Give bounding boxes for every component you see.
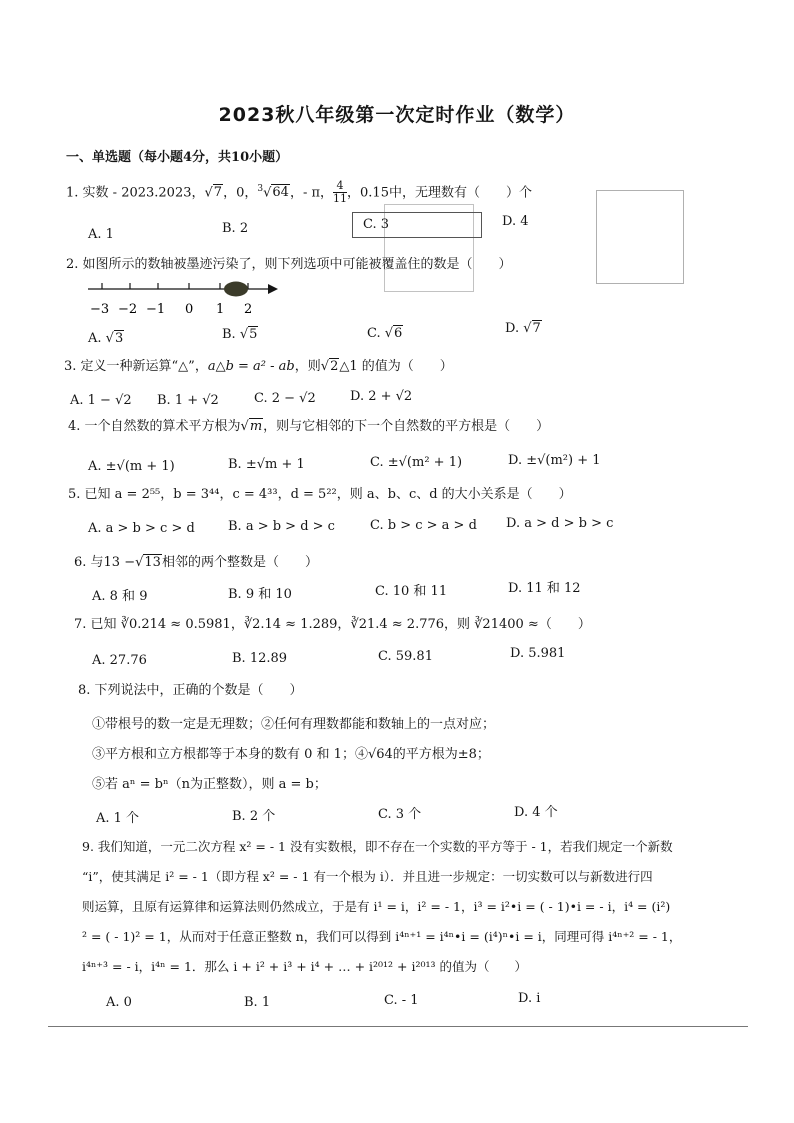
option-c: C. - 1 (384, 993, 419, 1008)
statement-line-3: ⑤若 aⁿ = bⁿ（n为正整数），则 a = b； (92, 777, 327, 792)
option-a: A. 1 (88, 227, 114, 242)
option-a: A. 0 (106, 995, 132, 1010)
question-1: 1. 实数 - 2023.2023，√7，0，$^3$√64，- π， $\frac{4}{11}$ ，0.15中，无理数有（ ）个 (66, 179, 532, 206)
option-b: B. 9 和 10 (228, 587, 292, 602)
ink-blot (224, 282, 248, 297)
option-d: D. 2 + √2 (350, 389, 413, 404)
option-d: D. 4 个 (514, 805, 558, 820)
question-7: 7. 已知 ∛0.214 ≈ 0.5981，∛2.14 ≈ 1.289，∛21.4 ≈ 2.776，则 ∛21400 ≈（ ） (74, 617, 591, 632)
option-b: B. 1 (244, 995, 271, 1010)
question-9-line-5: i⁴ⁿ⁺³ = - i，i⁴ⁿ = 1．那么 i + i² + i³ + i⁴ + … + i²⁰¹² + i²⁰¹³ 的值为（ ） (82, 959, 528, 974)
question-3: 3. 定义一种新运算“△”，a△b = a² - ab，则√2△1 的值为（ ） (64, 359, 453, 374)
question-9-line-4: ² = ( - 1)² = 1，从而对于任意正整数 n，我们可以得到 i⁴ⁿ⁺¹ = i⁴ⁿ•i = (i⁴)ⁿ•i = i，同理可得 i⁴ⁿ⁺² = - 1， (82, 929, 682, 944)
option-a: A. √3 (88, 331, 124, 346)
option-b: B. 2 个 (232, 809, 276, 824)
option-d: D. 4 (502, 214, 529, 229)
tick-label: −1 (146, 302, 166, 317)
bleed-through-box-right (596, 190, 684, 284)
question-9-line-3: 则运算，且原有运算律和运算法则仍然成立，于是有 i¹ = i，i² = - 1，i³ = i²•i = ( - 1)•i = - i，i⁴ = (i²) (82, 899, 671, 914)
option-a: A. ±√(m + 1) (88, 459, 175, 474)
option-d: D. ±√(m²) + 1 (508, 453, 601, 468)
fraction: $\frac{4}{11}$ (333, 179, 348, 206)
question-2: 2. 如图所示的数轴被墨迹污染了，则下列选项中可能被覆盖住的数是（ ） (66, 257, 512, 272)
tick-label: 1 (216, 302, 225, 317)
option-a: A. 1 − √2 (70, 393, 132, 408)
option-c: C. 3 (363, 217, 390, 232)
question-5: 5. 已知 a = 2⁵⁵，b = 3⁴⁴，c = 4³³，d = 5²²，则 a、b、c、d 的大小关系是（ ） (68, 487, 572, 502)
option-a: A. 27.76 (92, 653, 147, 668)
option-b: B. a > b > d > c (228, 519, 335, 534)
option-c: C. 10 和 11 (375, 584, 448, 599)
question-8: 8. 下列说法中，正确的个数是（ ） (78, 683, 303, 698)
option-c: C. 59.81 (378, 649, 433, 664)
page-title: 2023秋八年级第一次定时作业（数学） (218, 104, 576, 126)
option-d: D. √7 (505, 321, 541, 336)
option-b: B. 1 + √2 (157, 393, 219, 408)
page-bottom-rule (48, 1026, 748, 1027)
statement-line-1: ①带根号的数一定是无理数；②任何有理数都能和数轴上的一点对应； (92, 717, 496, 732)
option-a: A. 8 和 9 (92, 589, 148, 604)
option-c-box (352, 212, 482, 238)
question-4: 4. 一个自然数的算术平方根为√m，则与它相邻的下一个自然数的平方根是（ ） (68, 419, 550, 434)
tick-label: 0 (185, 302, 194, 317)
tick-label: −2 (118, 302, 138, 317)
option-c: C. 2 − √2 (254, 391, 316, 406)
question-6: 6. 与13 −√13相邻的两个整数是（ ） (74, 555, 318, 570)
option-c: C. 3 个 (378, 807, 422, 822)
option-d: D. i (518, 991, 541, 1006)
question-9-line-1: 9. 我们知道，一元二次方程 x² = - 1 没有实数根，即不存在一个实数的平方等于 - 1，若我们规定一个新数 (82, 839, 673, 854)
option-b: B. √5 (222, 327, 258, 342)
option-a: A. 1 个 (96, 811, 140, 826)
option-a: A. a > b > c > d (88, 521, 195, 536)
question-9-line-2: “i”，使其满足 i² = - 1（即方程 x² = - 1 有一个根为 i）．并且进一步规定：一切实数可以与新数进行四 (82, 869, 653, 884)
option-b: B. ±√m + 1 (228, 457, 305, 472)
option-b: B. 12.89 (232, 651, 288, 666)
option-c: C. ±√(m² + 1) (370, 455, 463, 470)
option-d: D. 5.981 (510, 646, 566, 661)
option-d: D. a > d > b > c (506, 516, 614, 531)
tick-label: 2 (244, 302, 253, 317)
option-c: C. b > c > a > d (370, 518, 477, 533)
option-d: D. 11 和 12 (508, 581, 581, 596)
tick-label: −3 (90, 302, 110, 317)
section-heading: 一、单选题（每小题4分，共10小题） (66, 150, 289, 165)
option-c: C. √6 (367, 326, 403, 341)
option-b: B. 2 (222, 221, 249, 236)
statement-line-2: ③平方根和立方根都等于本身的数有 0 和 1；④√64的平方根为±8； (92, 747, 490, 762)
number-line (86, 278, 286, 318)
